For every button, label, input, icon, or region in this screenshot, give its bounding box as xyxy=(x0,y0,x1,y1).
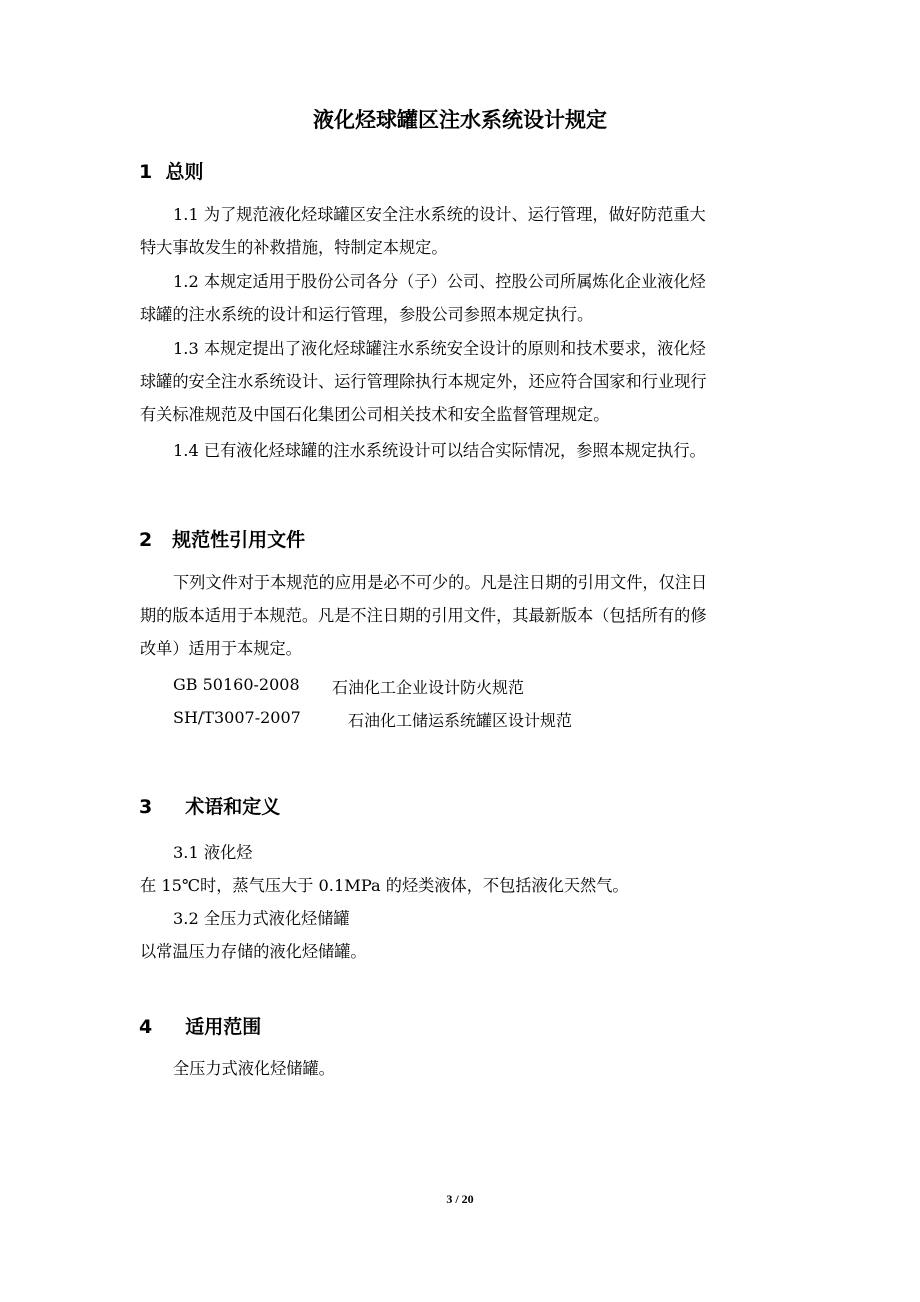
section-4-heading: 4 适用范围 xyxy=(139,1016,262,1038)
document-title: 液化烃球罐区注水系统设计规定 xyxy=(313,108,607,132)
text-line: 以常温压力存储的液化烃储罐。 xyxy=(140,942,367,961)
text-line: 全压力式液化烃储罐。 xyxy=(173,1059,335,1078)
text-line: 1.3 本规定提出了液化烃球罐注水系统安全设计的原则和技术要求，液化烃 xyxy=(173,339,706,358)
section-1-paragraph-4 xyxy=(140,434,785,467)
section-1-heading: 1 总则 xyxy=(139,161,204,183)
text-line: 特大事故发生的补救措施，特制定本规定。 xyxy=(140,238,448,257)
text-line: 改单）适用于本规定。 xyxy=(140,639,302,658)
text-line: 1.1 为了规范液化烃球罐区安全注水系统的设计、运行管理，做好防范重大 xyxy=(173,205,706,224)
text-line: 3.1 液化烃 xyxy=(173,843,253,862)
reference-code: GB 50160-2008 xyxy=(173,675,300,694)
text-line: 在 15℃时，蒸气压大于 0.1MPa 的烃类液体，不包括液化天然气。 xyxy=(140,876,629,895)
term-2-definition xyxy=(140,935,785,968)
section-2-paragraph-1 xyxy=(140,566,785,665)
text-line: 球罐的注水系统的设计和运行管理，参股公司参照本规定执行。 xyxy=(140,305,594,324)
section-4-text xyxy=(173,1052,818,1085)
text-line: 球罐的安全注水系统设计、运行管理除执行本规定外，还应符合国家和行业现行 xyxy=(140,372,707,391)
text-line: 下列文件对于本规范的应用是必不可少的。凡是注日期的引用文件，仅注日 xyxy=(173,573,708,592)
reference-name: 石油化工储运系统罐区设计规范 xyxy=(348,711,573,730)
text-line: 有关标准规范及中国石化集团公司相关技术和安全监督管理规定。 xyxy=(140,405,610,424)
reference-name: 石油化工企业设计防火规范 xyxy=(332,678,525,697)
section-1-paragraph-2 xyxy=(140,265,785,331)
text-line: 3.2 全压力式液化烃储罐 xyxy=(173,909,350,928)
term-2-label xyxy=(173,902,818,935)
page-number: 3 / 20 xyxy=(446,1192,474,1206)
text-line: 1.2 本规定适用于股份公司各分（子）公司、控股公司所属炼化企业液化烃 xyxy=(173,272,706,291)
section-3-heading: 3 术语和定义 xyxy=(139,796,281,818)
term-1-label xyxy=(173,836,818,869)
section-1-paragraph-1 xyxy=(140,198,785,264)
section-1-paragraph-3 xyxy=(140,332,785,431)
section-2-heading: 2 规范性引用文件 xyxy=(139,529,306,551)
text-line: 期的版本适用于本规范。凡是不注日期的引用文件，其最新版本（包括所有的修 xyxy=(140,606,707,625)
term-1-definition xyxy=(140,869,785,902)
text-line: 1.4 已有液化烃球罐的注水系统设计可以结合实际情况，参照本规定执行。 xyxy=(173,441,706,460)
reference-code: SH/T3007-2007 xyxy=(173,708,301,727)
